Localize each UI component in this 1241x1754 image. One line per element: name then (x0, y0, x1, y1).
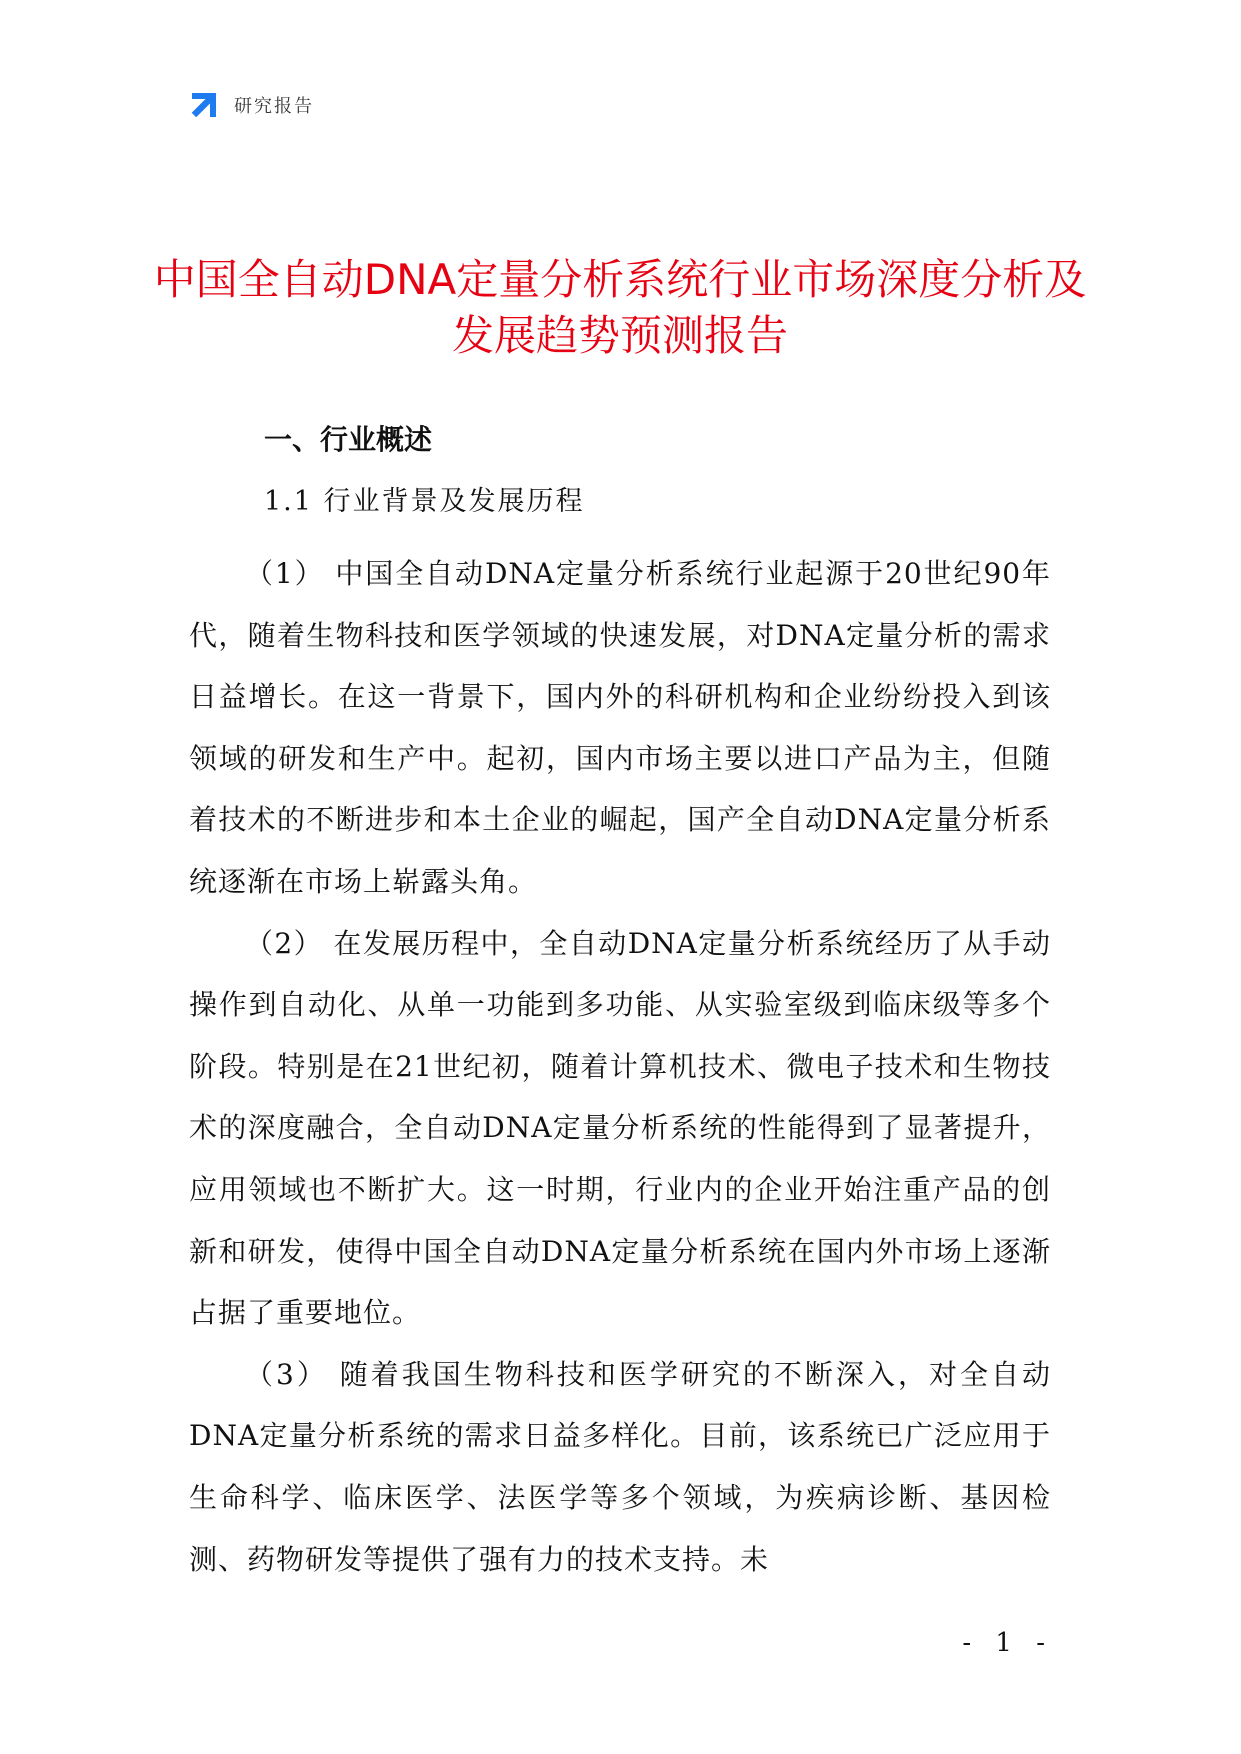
document-title: 中国全自动DNA定量分析系统行业市场深度分析及发展趋势预测报告 (153, 255, 1087, 361)
subsection-heading: 1.1 行业背景及发展历程 (264, 486, 585, 517)
paragraph-1: （1） 中国全自动DNA定量分析系统行业起源于20世纪90年代，随着生物科技和医学领域的快速发展，对DNA定量分析的需求日益增长。在这一背景下，国内外的科研机构和企业纷纷投入到该领域的研发和生产中。起初，国内市场主要以进口产品为主，但随着技术的不断进步和本土企业的崛起，国产全自动DNA定量分析系统逐渐在市场上崭露头角。 (189, 557, 1051, 898)
paragraph-3: （3） 随着我国生物科技和医学研究的不断深入，对全自动DNA定量分析系统的需求日益多样化。目前，该系统已广泛应用于生命科学、临床医学、法医学等多个领域，为疾病诊断、基因检测、药物研发等提供了强有力的技术支持。未 (189, 1357, 1051, 1576)
header (188, 88, 314, 122)
paragraph-2: （2） 在发展历程中，全自动DNA定量分析系统经历了从手动操作到自动化、从单一功能到多功能、从实验室级到临床级等多个阶段。特别是在21世纪初，随着计算机技术、微电子技术和生物技术的深度融合，全自动DNA定量分析系统的性能得到了显著提升，应用领域也不断扩大。这一时期，行业内的企业开始注重产品的创新和研发，使得中国全自动DNA定量分析系统在国内外市场上逐渐占据了重要地位。 (189, 926, 1051, 1330)
arrow-logo-icon (188, 89, 220, 121)
header-label: 研究报告 (234, 96, 314, 117)
body-text (189, 543, 1051, 1590)
page-number: - 1 - (962, 1628, 1053, 1658)
section-heading: 一、行业概述 (264, 423, 433, 456)
